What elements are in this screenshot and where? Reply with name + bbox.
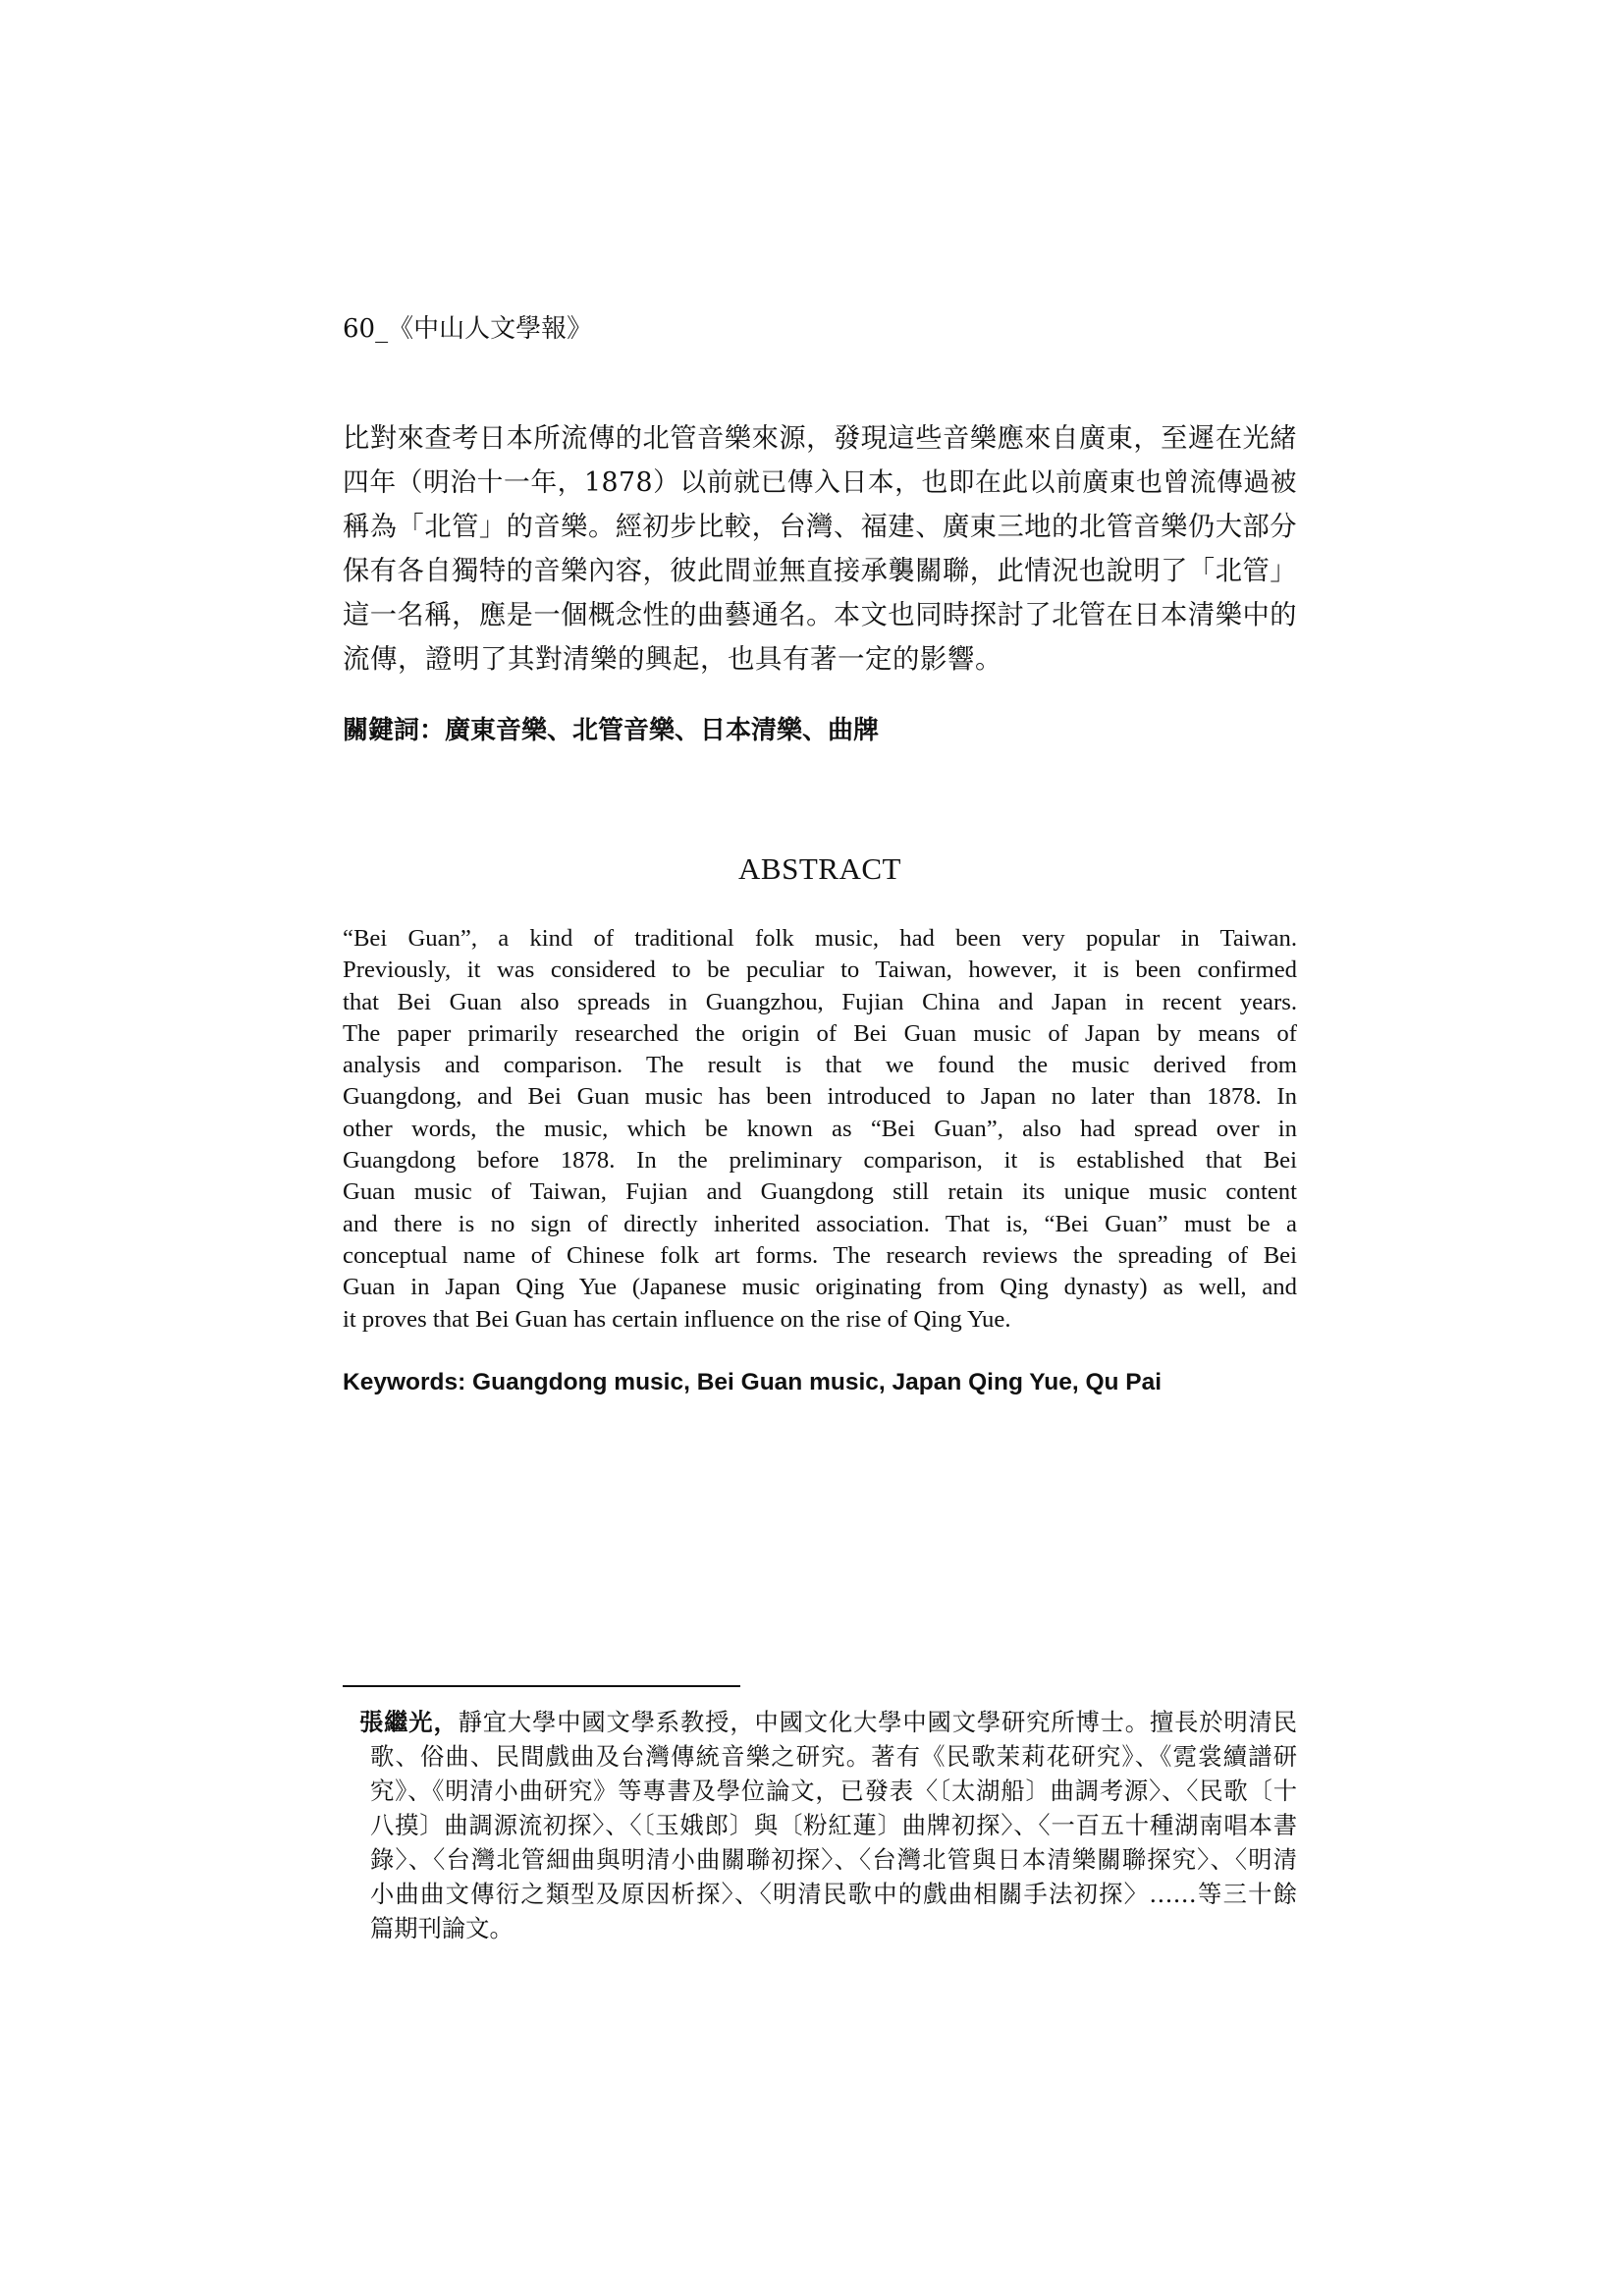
footnote-line: 究》、《明清小曲研究》等專書及學位論文，已發表〈〔太湖船〕曲調考源〉、〈民歌〔十 — [370, 1777, 1297, 1805]
chinese-abstract-line: 稱為「北管」的音樂。經初步比較，台灣、福建、廣東三地的北管音樂仍大部分 — [343, 512, 1297, 542]
chinese-abstract-line: 保有各自獨特的音樂內容，彼此間並無直接承襲關聯，此情況也說明了「北管」 — [343, 556, 1297, 586]
footnote-line — [359, 1705, 1297, 1739]
english-keywords: Keywords: Guangdong music, Bei Guan music, Japan Qing Yue, Qu Pai — [343, 1369, 1163, 1395]
english-abstract-line: Previously, it was considered to be peculiar to Taiwan, however, it is been confirmed — [343, 957, 1297, 984]
footnote-first-line-text: 靜宜大學中國文學系教授，中國文化大學中國文學研究所博士。擅長於明清民 — [458, 1708, 1298, 1736]
english-abstract-line: conceptual name of Chinese folk art forms. The research reviews the spreading of Bei — [343, 1241, 1297, 1269]
footnote-line: 歌、俗曲、民間戲曲及台灣傳統音樂之研究。著有《民歌茉莉花研究》、《霓裳續譜研 — [370, 1742, 1297, 1771]
chinese-abstract-line: 比對來查考日本所流傳的北管音樂來源，發現這些音樂應來自廣東，至遲在光緒 — [343, 423, 1297, 454]
chinese-abstract-line: 流傳，證明了其對清樂的興起，也具有著一定的影響。 — [343, 643, 1002, 675]
author-footnote — [359, 1705, 1297, 1945]
english-abstract-line: The paper primarily researched the origin of Bei Guan music of Japan by means of — [343, 1019, 1297, 1047]
english-abstract-line: it proves that Bei Guan has certain influence on the rise of Qing Yue. — [343, 1305, 1011, 1333]
chinese-abstract-line: 四年（明治十一年，1878）以前就已傳入日本，也即在此以前廣東也曾流傳過被 — [343, 467, 1297, 498]
chinese-abstract-line: 這一名稱，應是一個概念性的曲藝通名。本文也同時探討了北管在日本清樂中的 — [343, 600, 1297, 630]
english-abstract-line: “Bei Guan”, a kind of traditional folk music, had been very popular in Taiwan. — [343, 925, 1297, 952]
english-abstract-line: analysis and comparison. The result is that we found the music derived from — [343, 1052, 1297, 1079]
english-abstract-line: Guan in Japan Qing Yue (Japanese music originating from Qing dynasty) as well, and — [343, 1274, 1297, 1301]
chinese-keywords: 關鍵詞：廣東音樂、北管音樂、日本清樂、曲牌 — [343, 716, 880, 745]
english-abstract-line: Guangdong, and Bei Guan music has been introduced to Japan no later than 1878. In — [343, 1083, 1297, 1111]
footnote-line: 錄〉、〈台灣北管細曲與明清小曲關聯初探〉、〈台灣北管與日本清樂關聯探究〉、〈明清 — [370, 1845, 1297, 1874]
chinese-abstract — [343, 416, 1297, 682]
abstract-heading: ABSTRACT — [738, 851, 901, 886]
english-abstract-line: Guan music of Taiwan, Fujian and Guangdong still retain its unique music content — [343, 1178, 1297, 1206]
english-abstract-line: that Bei Guan also spreads in Guangzhou, Fujian China and Japan in recent years. — [343, 988, 1297, 1015]
english-abstract-line: Guangdong before 1878. In the preliminary comparison, it is established that Bei — [343, 1147, 1297, 1175]
english-abstract-line: other words, the music, which be known as “Bei Guan”, also had spread over in — [343, 1115, 1297, 1142]
english-abstract — [343, 923, 1297, 1336]
footnote-line: 八摸〕曲調源流初探〉、〈〔玉娥郎〕與〔粉紅蓮〕曲牌初探〉、〈一百五十種湖南唱本書 — [370, 1811, 1297, 1839]
footnote-author-name: 張繼光， — [359, 1708, 459, 1736]
english-abstract-line: and there is no sign of directly inherited association. That is, “Bei Guan” must be a — [343, 1210, 1297, 1237]
footnote-line: 小曲曲文傳衍之類型及原因析探〉、〈明清民歌中的戲曲相關手法初探〉……等三十餘 — [370, 1880, 1297, 1908]
footnote-line: 篇期刊論文。 — [370, 1914, 514, 1942]
footnote-divider — [343, 1685, 740, 1687]
running-header: 60_《中山人文學報》 — [343, 314, 593, 344]
